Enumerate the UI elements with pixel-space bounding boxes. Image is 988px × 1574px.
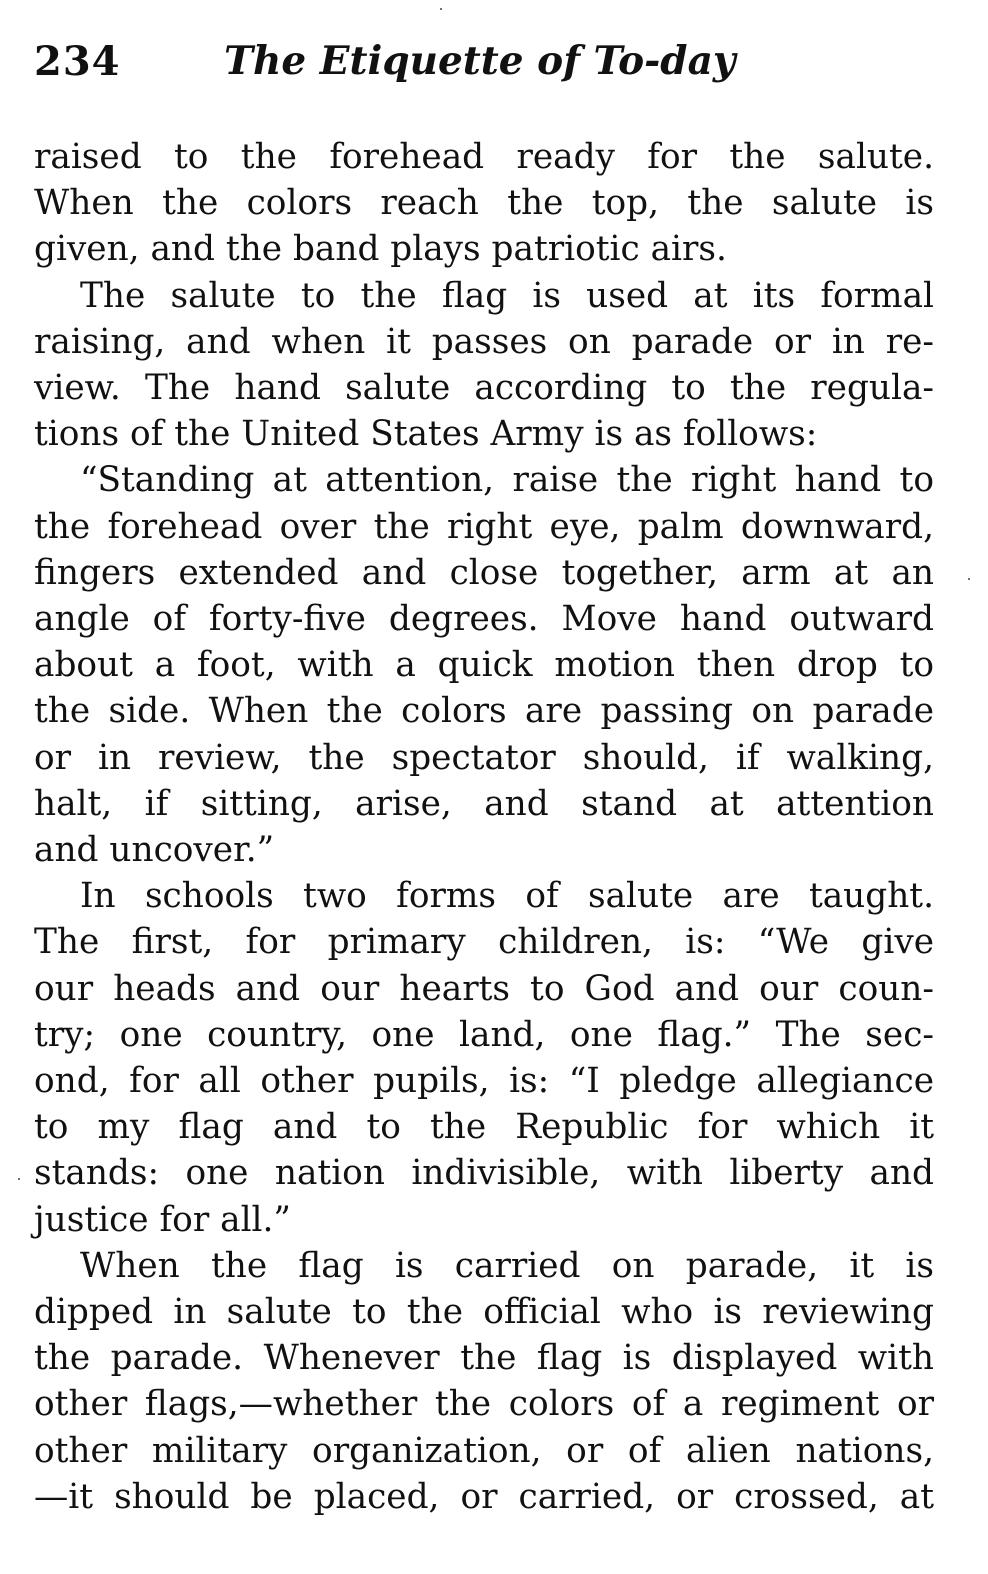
text-line: dipped in salute to the official who is reviewing [34,1292,934,1332]
scan-speck [18,1178,20,1180]
text-line: try; one country, one land, one flag.” The sec- [34,1014,934,1055]
text-line: and uncover.” [34,830,275,870]
text-line: The salute to the flag is used at its formal [80,275,934,316]
text-line: “Standing at attention, raise the right hand to [80,460,934,501]
text-line: given, and the band plays patriotic airs. [34,229,727,270]
text-line: other flags,—whether the colors of a regiment or [34,1384,934,1425]
text-line: stands: one nation indivisible, with liberty and [34,1153,934,1194]
page-number: 234 [34,38,121,85]
text-line: view. The hand salute according to the regula- [34,368,934,408]
text-line: raised to the forehead ready for the salute. [34,137,934,177]
text-line: justice for all.” [34,1199,291,1240]
text-line: When the colors reach the top, the salute is [34,183,934,224]
text-line: raising, and when it passes on parade or in re- [34,321,934,362]
scan-speck [440,8,442,10]
text-line: —it should be placed, or carried, or crossed, at [34,1476,934,1517]
text-line: ond, for all other pupils, is: “I pledge allegiance [34,1061,934,1101]
text-line: fingers extended and close together, arm at an [34,552,934,593]
text-line: the side. When the colors are passing on parade [34,691,934,732]
text-line: The first, for primary children, is: “We give [34,922,934,963]
text-line: to my flag and to the Republic for which it [34,1107,934,1148]
text-line: or in review, the spectator should, if walking, [34,737,934,778]
running-title: The Etiquette of To-day [224,38,736,84]
scan-speck [968,578,970,580]
text-line: other military organization, or of alien nations, [34,1430,934,1471]
text-line: tions of the United States Army is as follows: [34,414,818,455]
text-line: our heads and our hearts to God and our coun- [34,968,934,1009]
text-line: the forehead over the right eye, palm downward, [34,506,934,547]
text-line: about a foot, with a quick motion then drop to [34,645,934,686]
text-line: When the flag is carried on parade, it is [80,1245,934,1286]
text-line: the parade. Whenever the flag is displayed with [34,1338,934,1379]
text-line: halt, if sitting, arise, and stand at attention [34,783,934,824]
page-header [34,38,934,98]
text-line: In schools two forms of salute are taught. [80,876,934,917]
text-line: angle of forty-five degrees. Move hand outward [34,599,934,639]
